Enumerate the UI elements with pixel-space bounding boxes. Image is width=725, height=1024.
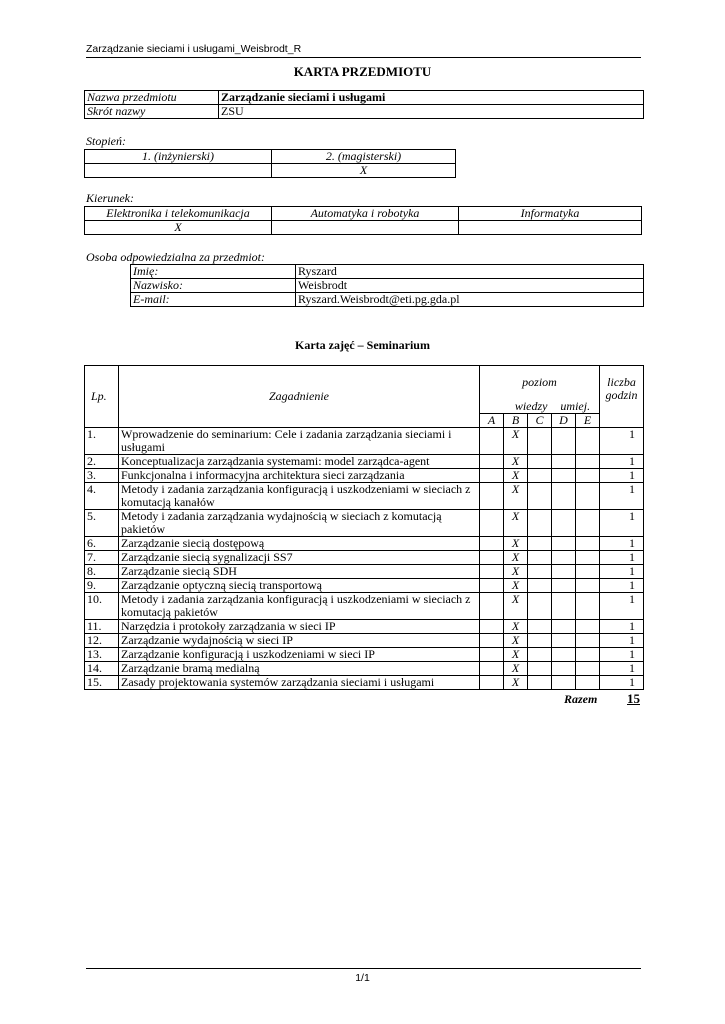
degree-table xyxy=(84,149,456,178)
row-level-a xyxy=(480,469,504,483)
row-number: 15. xyxy=(85,676,119,690)
email-label: E-mail: xyxy=(131,293,296,307)
direction-col-2: Automatyka i robotyka xyxy=(272,207,459,221)
row-hours: 1 xyxy=(600,648,644,662)
row-hours: 1 xyxy=(600,634,644,648)
row-level-d xyxy=(552,676,576,690)
degree-val-1 xyxy=(85,164,272,178)
direction-val-2 xyxy=(272,221,459,235)
row-topic: Konceptualizacja zarządzania systemami: model zarządca-agent xyxy=(119,455,480,469)
row-level-c xyxy=(528,676,552,690)
row-level-e xyxy=(576,428,600,455)
row-level-a xyxy=(480,648,504,662)
row-level-c xyxy=(528,634,552,648)
person-table xyxy=(130,264,644,307)
footer-divider xyxy=(86,968,641,969)
row-level-e xyxy=(576,483,600,510)
table-row xyxy=(85,676,644,690)
row-number: 9. xyxy=(85,579,119,593)
level-c-header: C xyxy=(528,414,552,428)
seminar-table xyxy=(84,365,644,690)
row-topic: Narzędzia i protokoły zarządzania w sieci IP xyxy=(119,620,480,634)
col-level-header: poziom xyxy=(480,366,600,401)
row-level-b: X xyxy=(504,579,528,593)
row-number: 10. xyxy=(85,593,119,620)
last-name-label: Nazwisko: xyxy=(131,279,296,293)
row-level-b: X xyxy=(504,593,528,620)
row-hours: 1 xyxy=(600,428,644,455)
row-number: 6. xyxy=(85,537,119,551)
row-topic: Wprowadzenie do seminarium: Cele i zadania zarządzania sieciami i usługami xyxy=(119,428,480,455)
row-level-e xyxy=(576,565,600,579)
email-value: Ryszard.Weisbrodt@eti.pg.gda.pl xyxy=(296,293,644,307)
row-level-d xyxy=(552,565,576,579)
subject-abbr-value: ZSU xyxy=(219,105,644,119)
row-number: 4. xyxy=(85,483,119,510)
degree-col-1: 1. (inżynierski) xyxy=(85,150,272,164)
row-topic: Funkcjonalna i informacyjna architektura sieci zarządzania xyxy=(119,469,480,483)
header-divider xyxy=(86,57,641,58)
row-level-a xyxy=(480,593,504,620)
row-level-d xyxy=(552,593,576,620)
row-hours: 1 xyxy=(600,455,644,469)
degree-col-2: 2. (magisterski) xyxy=(272,150,456,164)
row-hours: 1 xyxy=(600,676,644,690)
row-level-d xyxy=(552,648,576,662)
subject-name-value: Zarządzanie sieciami i usługami xyxy=(219,91,644,105)
row-number: 13. xyxy=(85,648,119,662)
row-topic: Zasady projektowania systemów zarządzania sieciami i usługami xyxy=(119,676,480,690)
person-label: Osoba odpowiedzialna za przedmiot: xyxy=(86,250,266,264)
col-skills-header: umiej. xyxy=(552,400,600,414)
row-level-c xyxy=(528,469,552,483)
table-row xyxy=(85,428,644,455)
row-hours: 1 xyxy=(600,565,644,579)
subject-abbr-label: Skrót nazwy xyxy=(85,105,219,119)
row-level-a xyxy=(480,551,504,565)
subject-table xyxy=(84,90,644,119)
row-level-b: X xyxy=(504,565,528,579)
total-value: 15 xyxy=(627,691,640,706)
row-level-b: X xyxy=(504,662,528,676)
row-level-c xyxy=(528,551,552,565)
col-topic-header: Zagadnienie xyxy=(119,366,480,428)
seminar-title: Karta zajęć – Seminarium xyxy=(295,338,430,352)
table-row xyxy=(85,634,644,648)
table-row xyxy=(85,510,644,537)
row-level-c xyxy=(528,428,552,455)
row-topic: Zarządzanie siecią sygnalizacji SS7 xyxy=(119,551,480,565)
row-level-d xyxy=(552,537,576,551)
row-level-b: X xyxy=(504,455,528,469)
table-row xyxy=(85,662,644,676)
row-level-b: X xyxy=(504,634,528,648)
row-level-b: X xyxy=(504,483,528,510)
last-name-value: Weisbrodt xyxy=(296,279,644,293)
first-name-value: Ryszard xyxy=(296,265,644,279)
table-row xyxy=(85,537,644,551)
row-level-d xyxy=(552,455,576,469)
degree-label: Stopień: xyxy=(86,134,126,148)
row-topic: Zarządzanie bramą medialną xyxy=(119,662,480,676)
row-level-d xyxy=(552,620,576,634)
row-level-a xyxy=(480,483,504,510)
row-level-e xyxy=(576,510,600,537)
direction-col-3: Informatyka xyxy=(459,207,642,221)
row-level-e xyxy=(576,648,600,662)
row-level-b: X xyxy=(504,469,528,483)
row-number: 7. xyxy=(85,551,119,565)
row-number: 12. xyxy=(85,634,119,648)
row-level-c xyxy=(528,565,552,579)
row-level-e xyxy=(576,579,600,593)
level-b-header: B xyxy=(504,414,528,428)
table-row xyxy=(85,551,644,565)
row-level-c xyxy=(528,579,552,593)
direction-col-1: Elektronika i telekomunikacja xyxy=(85,207,272,221)
row-hours: 1 xyxy=(600,620,644,634)
row-level-c xyxy=(528,662,552,676)
row-level-c xyxy=(528,620,552,634)
row-topic: Metody i zadania zarządzania konfiguracją i uszkodzeniami w sieciach z komutacją kanałów xyxy=(119,483,480,510)
row-level-a xyxy=(480,455,504,469)
page-title: KARTA PRZEDMIOTU xyxy=(293,64,432,79)
row-level-d xyxy=(552,483,576,510)
col-knowledge-header: wiedzy xyxy=(480,400,552,414)
row-number: 11. xyxy=(85,620,119,634)
level-d-header: D xyxy=(552,414,576,428)
row-level-c xyxy=(528,537,552,551)
row-level-c xyxy=(528,455,552,469)
row-level-e xyxy=(576,551,600,565)
row-level-b: X xyxy=(504,676,528,690)
row-level-b: X xyxy=(504,648,528,662)
row-level-b: X xyxy=(504,620,528,634)
row-hours: 1 xyxy=(600,469,644,483)
row-level-d xyxy=(552,662,576,676)
page-number: 1/1 xyxy=(355,972,370,984)
row-number: 5. xyxy=(85,510,119,537)
table-row xyxy=(85,648,644,662)
row-topic: Zarządzanie wydajnością w sieci IP xyxy=(119,634,480,648)
running-header: Zarządzanie sieciami i usługami_Weisbrodt_R xyxy=(86,43,302,55)
table-row xyxy=(85,593,644,620)
row-level-b: X xyxy=(504,510,528,537)
row-level-e xyxy=(576,593,600,620)
row-topic: Zarządzanie optyczną siecią transportową xyxy=(119,579,480,593)
row-topic: Metody i zadania zarządzania konfiguracją i uszkodzeniami w sieciach z komutacją pakietów xyxy=(119,593,480,620)
col-lp-header: Lp. xyxy=(85,366,119,428)
row-topic: Zarządzanie siecią dostępową xyxy=(119,537,480,551)
row-number: 14. xyxy=(85,662,119,676)
level-e-header: E xyxy=(576,414,600,428)
row-level-b: X xyxy=(504,428,528,455)
col-hours-header: liczba godzin xyxy=(600,366,644,428)
direction-label: Kierunek: xyxy=(86,191,134,205)
table-row xyxy=(85,565,644,579)
row-topic: Zarządzanie siecią SDH xyxy=(119,565,480,579)
table-row xyxy=(85,579,644,593)
row-level-c xyxy=(528,483,552,510)
row-level-c xyxy=(528,510,552,537)
table-row xyxy=(85,455,644,469)
row-level-b: X xyxy=(504,551,528,565)
row-number: 1. xyxy=(85,428,119,455)
row-level-c xyxy=(528,648,552,662)
row-hours: 1 xyxy=(600,510,644,537)
row-level-b: X xyxy=(504,537,528,551)
row-level-a xyxy=(480,510,504,537)
total-label: Razem xyxy=(564,692,598,706)
row-level-c xyxy=(528,593,552,620)
row-number: 8. xyxy=(85,565,119,579)
row-level-a xyxy=(480,579,504,593)
row-level-d xyxy=(552,510,576,537)
row-level-a xyxy=(480,565,504,579)
table-row xyxy=(85,620,644,634)
table-row xyxy=(85,469,644,483)
row-level-e xyxy=(576,620,600,634)
row-level-a xyxy=(480,537,504,551)
row-hours: 1 xyxy=(600,551,644,565)
seminar-rows xyxy=(85,428,644,690)
row-level-d xyxy=(552,579,576,593)
table-row xyxy=(85,483,644,510)
row-level-a xyxy=(480,428,504,455)
first-name-label: Imię: xyxy=(131,265,296,279)
row-level-d xyxy=(552,634,576,648)
row-hours: 1 xyxy=(600,593,644,620)
row-level-e xyxy=(576,469,600,483)
row-topic: Metody i zadania zarządzania wydajnością w sieciach z komutacją pakietów xyxy=(119,510,480,537)
row-level-a xyxy=(480,676,504,690)
row-hours: 1 xyxy=(600,662,644,676)
row-level-a xyxy=(480,662,504,676)
row-number: 3. xyxy=(85,469,119,483)
row-level-e xyxy=(576,634,600,648)
level-a-header: A xyxy=(480,414,504,428)
subject-name-label: Nazwa przedmiotu xyxy=(85,91,219,105)
row-number: 2. xyxy=(85,455,119,469)
direction-val-1: X xyxy=(85,221,272,235)
row-level-e xyxy=(576,455,600,469)
row-level-e xyxy=(576,662,600,676)
degree-val-2: X xyxy=(272,164,456,178)
row-level-d xyxy=(552,428,576,455)
row-level-e xyxy=(576,537,600,551)
row-hours: 1 xyxy=(600,483,644,510)
row-level-a xyxy=(480,620,504,634)
direction-val-3 xyxy=(459,221,642,235)
row-level-d xyxy=(552,469,576,483)
row-topic: Zarządzanie konfiguracją i uszkodzeniami w sieci IP xyxy=(119,648,480,662)
row-level-e xyxy=(576,676,600,690)
row-level-a xyxy=(480,634,504,648)
row-level-d xyxy=(552,551,576,565)
row-hours: 1 xyxy=(600,537,644,551)
row-hours: 1 xyxy=(600,579,644,593)
direction-table xyxy=(84,206,642,235)
